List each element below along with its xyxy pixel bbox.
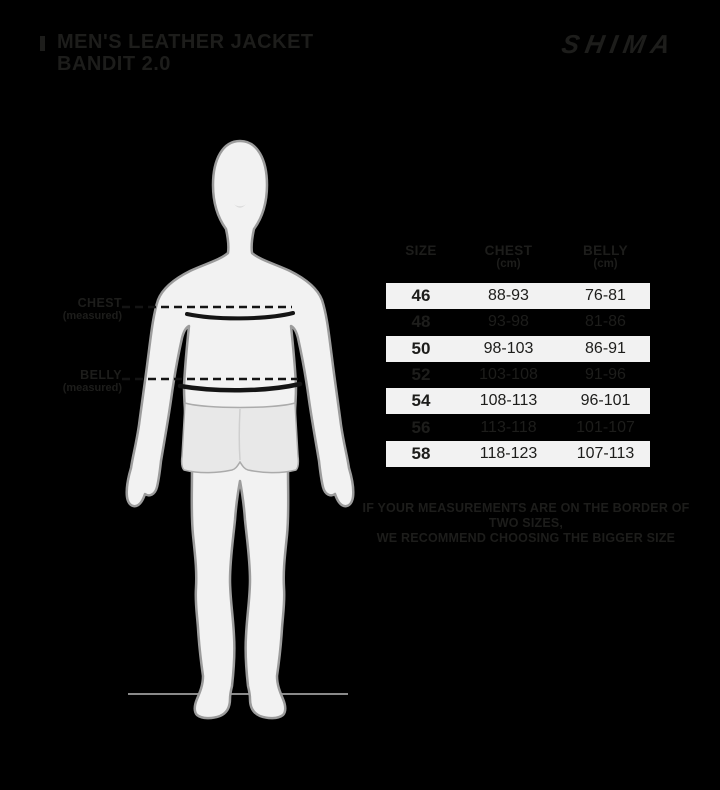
chest-label-title: CHEST <box>77 296 122 310</box>
product-model: BANDIT 2.0 <box>57 53 171 75</box>
body-measurement-diagram <box>100 130 390 730</box>
size-table <box>386 243 650 467</box>
header-belly: BELLY (cm) <box>582 243 628 270</box>
size-table-header <box>386 243 650 271</box>
header-chest: CHEST (cm) <box>484 243 533 270</box>
page-title <box>57 31 314 75</box>
belly-label <box>38 369 122 395</box>
table-row: 52 103-108 91-96 <box>411 365 626 385</box>
table-row: 50 98-103 86-91 <box>386 336 650 362</box>
belly-label-sub: (measured) <box>62 382 122 394</box>
size-table-body <box>386 283 650 467</box>
product-title: MEN'S LEATHER JACKET <box>57 31 314 53</box>
title-divider-bar <box>40 36 45 51</box>
chest-label <box>38 297 122 323</box>
brand-logo: SHIMA <box>559 29 679 59</box>
belly-label-title: BELLY <box>80 368 122 382</box>
sizing-note-line1: IF YOUR MEASUREMENTS ARE ON THE BORDER OF TWO SIZES, <box>362 501 690 530</box>
sizing-note <box>358 501 694 546</box>
sizing-note-line2: WE RECOMMEND CHOOSING THE BIGGER SIZE <box>376 531 676 545</box>
header-size: SIZE <box>405 243 437 258</box>
table-row: 58 118-123 107-113 <box>386 441 650 467</box>
table-row: 56 113-118 101-107 <box>411 417 635 437</box>
table-row: 54 108-113 96-101 <box>386 388 650 414</box>
table-row: 48 93-98 81-86 <box>411 312 626 332</box>
chest-label-sub: (measured) <box>62 310 122 322</box>
shorts-seam <box>239 409 240 460</box>
table-row: 46 88-93 76-81 <box>386 283 650 309</box>
